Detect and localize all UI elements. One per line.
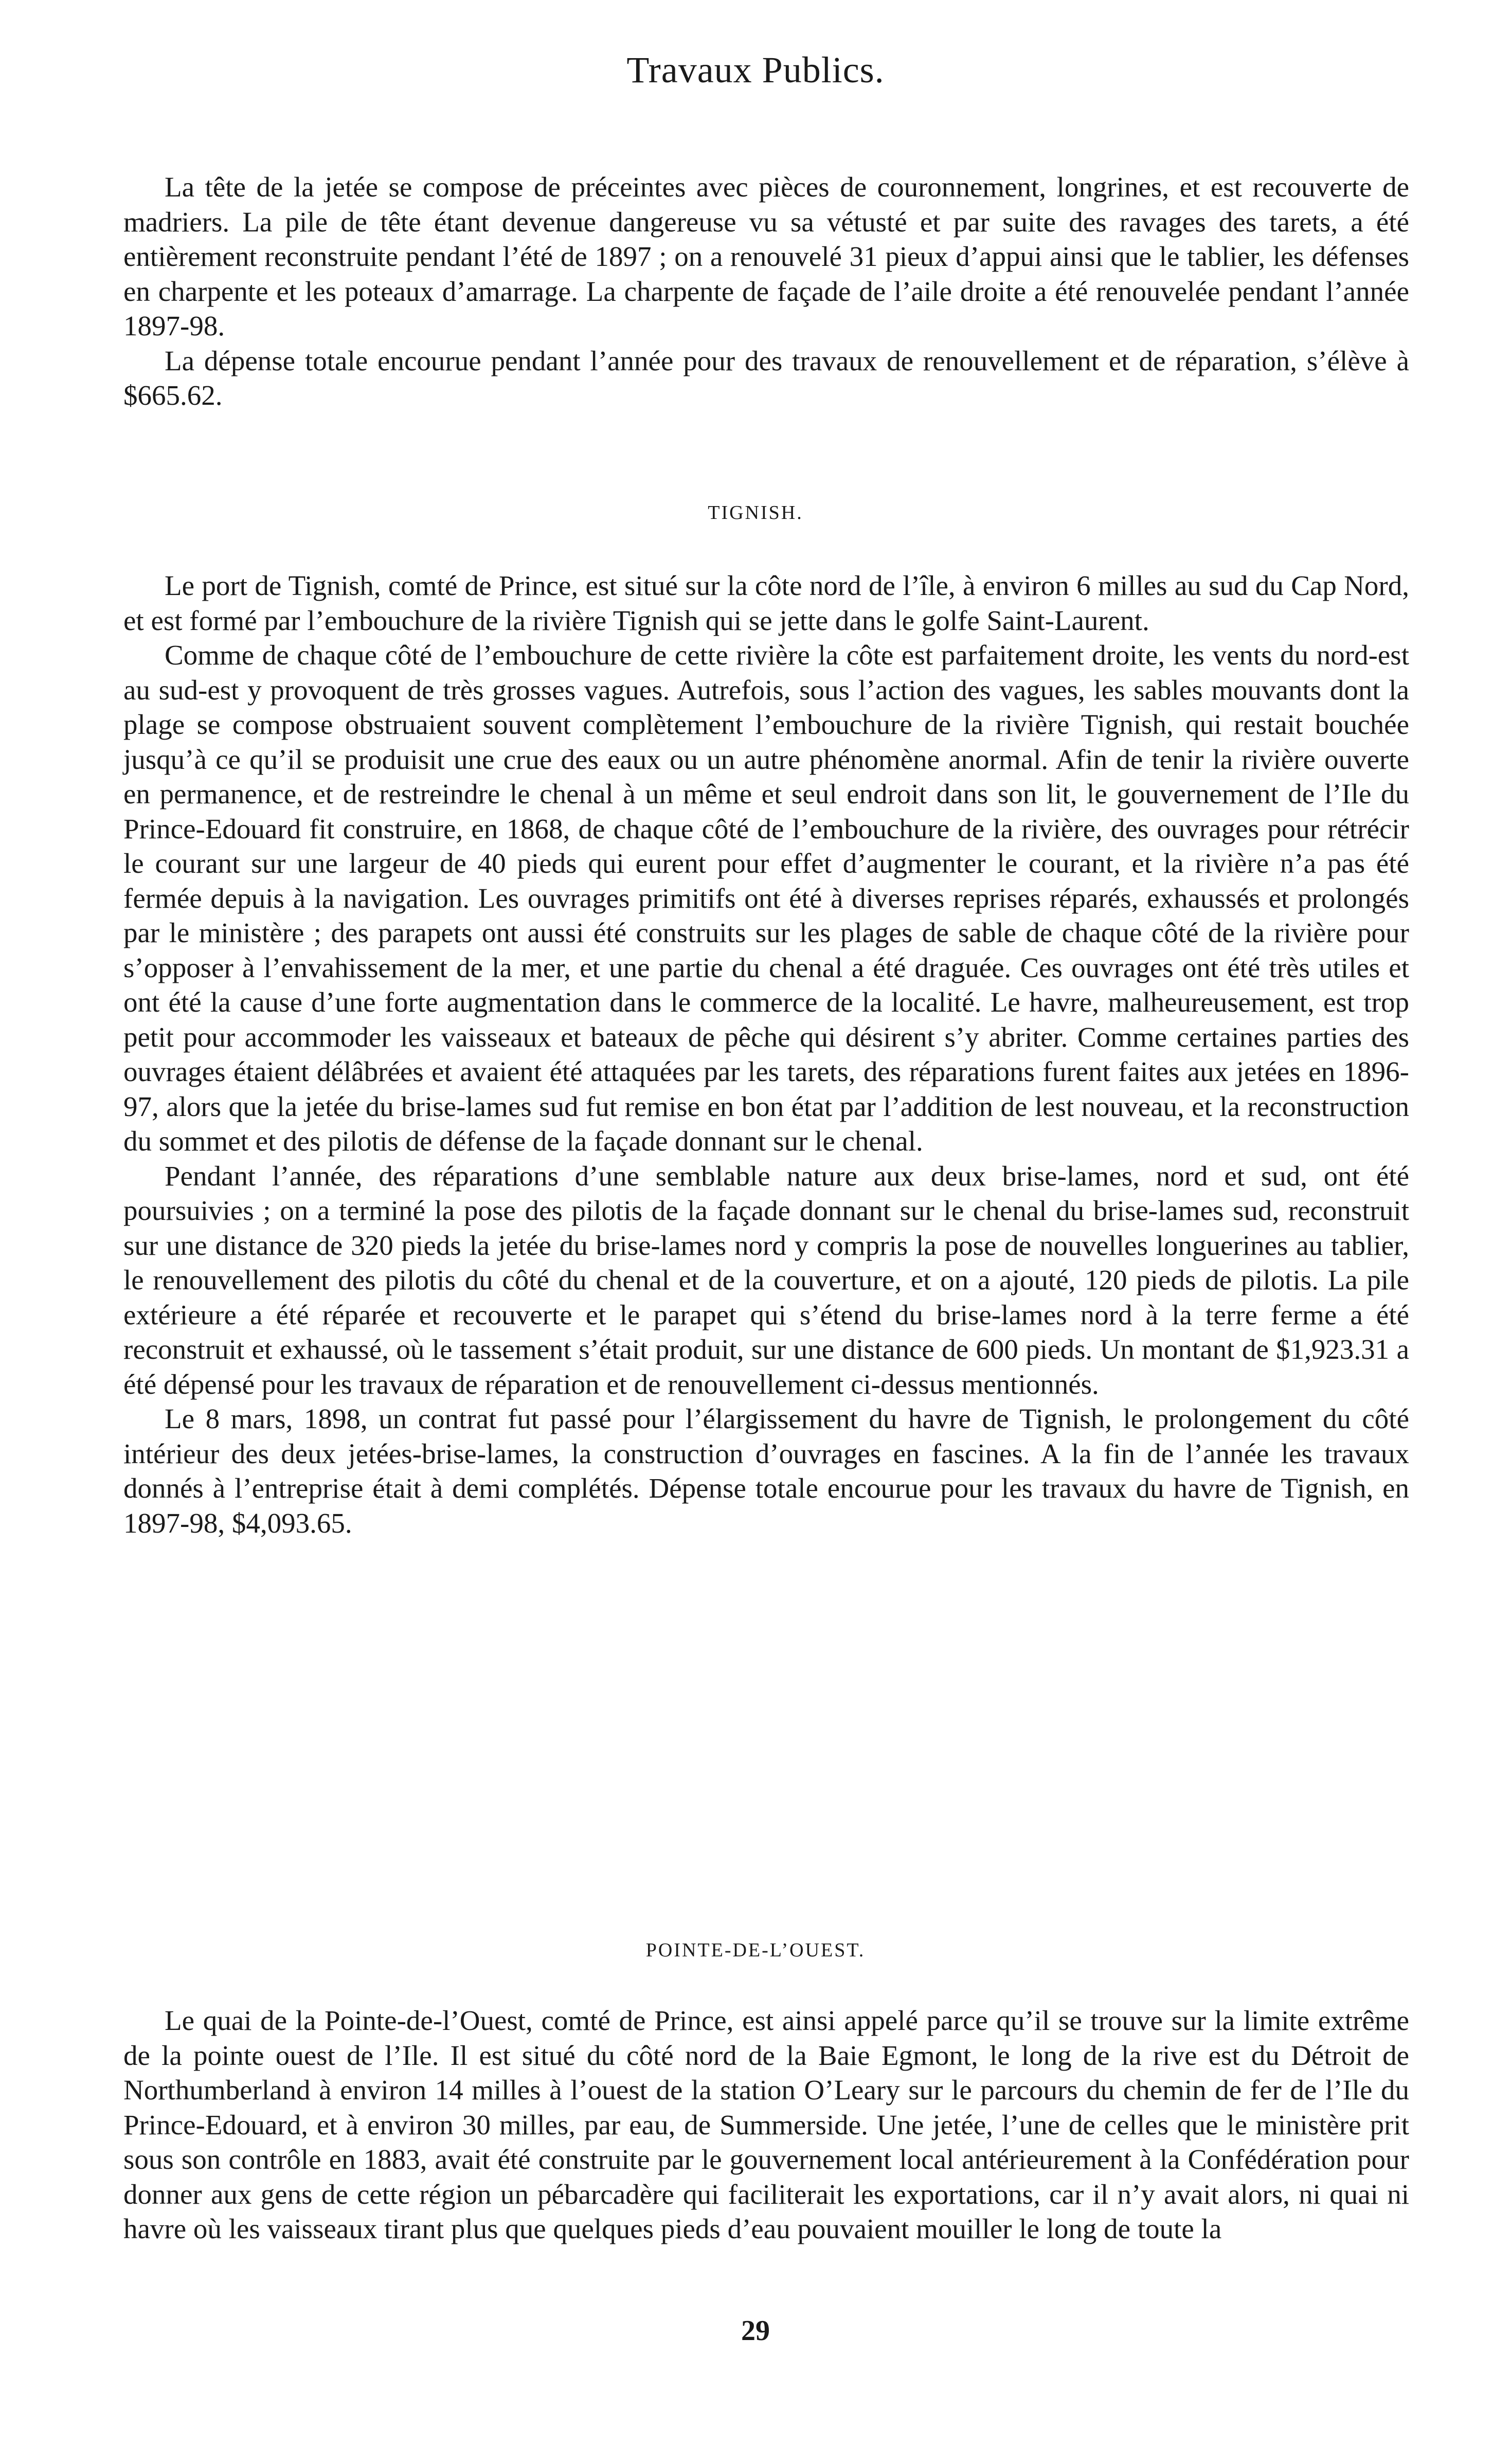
paragraph: Le port de Tignish, comté de Prince, est situé sur la côte nord de l’île, à environ 6 milles au sud du Cap Nord, et est formé par l’embouchure de la rivière Tignish qui se jette dans le golfe Saint-Laurent. bbox=[123, 570, 1409, 636]
page-number: 29 bbox=[741, 2315, 770, 2347]
paragraph: Comme de chaque côté de l’embouchure de cette rivière la côte est parfaitement droite, les vents du nord-est au sud-est y provoquent de très grosses vagues. Autrefois, sous l’action des vagues, les sables mouvants dont la plage se compose obstruaient souvent complètement l’embouchure de la rivière Tignish, qui restait bouchée jusqu’à ce qu’il se produisit une crue des eaux ou un autre phénomène anormal. Afin de tenir la rivière ouverte en permanence, et de restreindre le chenal à un même et seul endroit dans son lit, le gouvernement de l’Ile du Prince-Edouard fit construire, en 1868, de chaque côté de l’embouchure de la rivière, des ouvrages pour rétrécir le courant sur une largeur de 40 pieds qui eurent pour effet d’augmenter le courant, et la rivière n’a pas été fermée depuis à la navigation. Les ouvrages primitifs ont été à diverses reprises réparés, exhaussés et prolongés par le ministère ; des parapets ont aussi été construits sur les plages de sable de chaque côté de la rivière pour s’opposer à l’envahissement de la mer, et une partie du chenal a été draguée. Ces ouvrages ont été très utiles et ont été la cause d’une forte augmentation dans le commerce de la localité. Le havre, malheureusement, est trop petit pour accommoder les vaisseaux et bateaux de pêche qui désirent s’y abriter. Comme certaines parties des ouvrages étaient délâbrées et avaient été attaquées par les tarets, des réparations furent faites aux jetées en 1896-97, alors que la jetée du brise-lames sud fut remise en bon état par l’addition de lest nouveau, et la reconstruction du sommet et des pilotis de défense de la façade donnant sur le chenal. bbox=[123, 639, 1409, 1157]
section-heading-tignish: TIGNISH. bbox=[708, 502, 803, 524]
tignish-section bbox=[123, 568, 1409, 1540]
section-heading-pointe-de-louest: POINTE-DE-L’OUEST. bbox=[645, 1939, 866, 1961]
paragraph: Le 8 mars, 1898, un contrat fut passé pour l’élargissement du havre de Tignish, le prolongement du côté intérieur des deux jetées-brise-lames, la construction d’ouvrages en fascines. A la fin de l’année les travaux donnés à l’entreprise était à demi complétés. Dépense totale encourue pour les travaux du havre de Tignish, en 1897-98, $4,093.65. bbox=[123, 1403, 1409, 1539]
paragraph: La dépense totale encourue pendant l’année pour des travaux de renouvellement et de réparation, s’élève à $665.62. bbox=[123, 345, 1409, 411]
intro-section bbox=[123, 170, 1409, 413]
paragraph: Pendant l’année, des réparations d’une semblable nature aux deux brise-lames, nord et sud, ont été poursuivies ; on a terminé la pose des pilotis de la façade donnant sur le chenal du brise-lames sud, reconstruit sur une distance de 320 pieds la jetée du brise-lames nord y compris la pose de nouvelles longuerines au tablier, le renouvellement des pilotis du côté du chenal et de la couverture, et on a ajouté, 120 pieds de pilotis. La pile extérieure a été réparée et recouverte et le parapet qui s’étend du brise-lames nord à la terre ferme a été reconstruit et exhaussé, où le tassement s’était produit, sur une distance de 600 pieds. Un montant de $1,923.31 a été dépensé pour les travaux de réparation et de renouvellement ci-dessus mentionnés. bbox=[123, 1160, 1409, 1400]
pointe-section bbox=[123, 2003, 1409, 2246]
paragraph: Le quai de la Pointe-de-l’Ouest, comté de Prince, est ainsi appelé parce qu’il se trouve sur la limite extrême de la pointe ouest de l’Ile. Il est situé du côté nord de la Baie Egmont, le long de la rive est du Détroit de Northumberland à environ 14 milles à l’ouest de la station O’Leary sur le parcours du chemin de fer de l’Ile du Prince-Edouard, et à environ 30 milles, par eau, de Summerside. Une jetée, l’une de celles que le ministère prit sous son contrôle en 1883, avait été construite par le gouvernement local antérieurement à la Confédération pour donner aux gens de cette région un pébarcadère qui faciliterait les exportations, car il n’y avait alors, ni quai ni havre où les vaisseaux tirant plus que quelques pieds d’eau pouvaient mouiller le long de toute la bbox=[123, 2005, 1409, 2244]
paragraph: La tête de la jetée se compose de préceintes avec pièces de couronnement, longrines, et est recouverte de madriers. La pile de tête étant devenue dangereuse vu sa vétusté et par suite des ravages des tarets, a été entièrement reconstruite pendant l’été de 1897 ; on a renouvelé 31 pieux d’appui ainsi que le tablier, les défenses en charpente et les poteaux d’amarrage. La charpente de façade de l’aile droite a été renouvelée pendant l’année 1897-98. bbox=[123, 171, 1409, 341]
running-head: Travaux Publics. bbox=[626, 49, 885, 91]
